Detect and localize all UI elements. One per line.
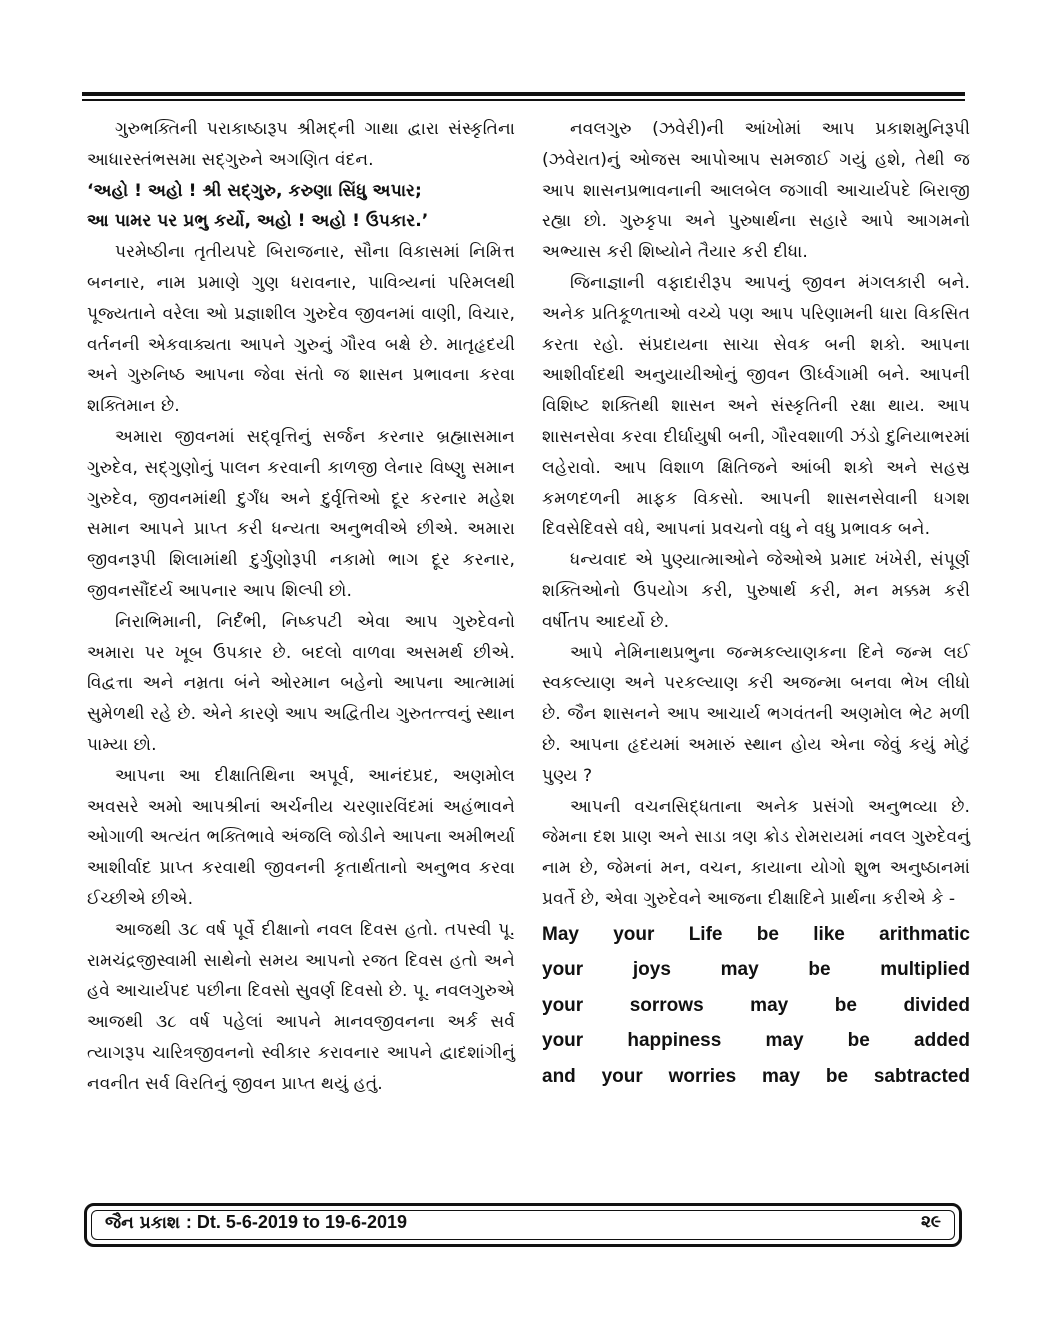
paragraph: નિરાભિમાની, નિર્દંભી, નિષ્કપટી એવા આપ ગુરુદેવનો અમારા પર ખૂબ ઉપકાર છે. બદલો વાળવા અસમર્થ છીએ. વિદ્વત્તા અને નમ્રતા બંને ઓરમાન બહેનો આપના આત્મામાં સુમેળથી રહે છે. એને કારણે આપ અદ્વિતીય ગુરુતત્ત્વનું સ્થાન પામ્યા છો. [87, 611, 515, 755]
poem-word: be [756, 923, 779, 945]
poem-line [542, 952, 970, 988]
issue-date: : Dt. 5-6-2019 to 19-6-2019 [185, 1212, 408, 1232]
poem-word: may [762, 1065, 801, 1087]
poem-word: be [808, 959, 831, 981]
top-rule-thin [82, 99, 965, 101]
poem-word: be [847, 1030, 870, 1052]
poem-word: your [613, 923, 655, 945]
poem-word: may [765, 1030, 804, 1052]
paragraph: આપની વચનસિદ્ધતાના અનેક પ્રસંગો અનુભવ્યા છે. જેમના દશ પ્રાણ અને સાડા ત્રણ ક્રોડ રોમરાયમાં નવલ ગુરુદેવનું નામ છે, જેમનાં મન, વચન, કાયાના યોગો શુભ અનુષ્ઠાનમાં પ્રવર્તે છે, એવા ગુરુદેવને આજના દીક્ષાદિને પ્રાર્થના કરીએ કે - [542, 796, 970, 909]
quote-line: ‘અહો ! અહો ! શ્રી સદ્‌ગુરુ, કરુણા સિંધુ અપાર; [87, 180, 422, 201]
poem-word: your [601, 1065, 643, 1087]
paragraph: ગુરુભક્તિની પરાકાષ્ઠારૂપ શ્રીમદ્‌ની ગાથા દ્વારા સંસ્કૃતિના આધારસ્તંભસમા સદ્‌ગુરુને અગણિત વંદન. [87, 119, 515, 170]
top-rule-thick [82, 92, 965, 96]
paragraph: અમારા જીવનમાં સદ્‌વૃત્તિનું સર્જન કરનાર બ્રહ્માસમાન ગુરુદેવ, સદ્‌ગુણોનું પાલન કરવાની કાળજી લેનાર વિષ્ણુ સમાન ગુરુદેવ, જીવનમાંથી દુર્ગંધ અને દુર્વૃત્તિઓ દૂર કરનાર મહેશ સમાન આપને પ્રાપ્ત કરી ધન્યતા અનુભવીએ છીએ. અમારા જીવનરૂપી શિલામાંથી દુર્ગુણોરૂપી નકામો ભાગ દૂર કરનાર, જીવનસૌંદર્ય આપનાર આપ શિલ્પી છો. [87, 426, 515, 601]
paragraph: આપના આ દીક્ષાતિથિના અપૂર્વ, આનંદપ્રદ, અણમોલ અવસરે અમો આપશ્રીનાં અર્ચનીય ચરણારવિંદમાં અહંભાવને ઓગાળી અત્યંત ભક્તિભાવે અંજલિ જોડીને આપના અમીભર્યા આશીર્વાદ પ્રાપ્ત કરવાથી જીવનની કૃતાર્થતાનો અનુભવ કરવા ઈચ્છીએ છીએ. [87, 765, 515, 909]
poem-word: sorrows [629, 994, 704, 1016]
poem-word: your [542, 1030, 584, 1052]
poem-word: divided [903, 994, 970, 1016]
poem-word: sabtracted [873, 1065, 970, 1087]
poem-word: your [542, 959, 584, 981]
page-number: ૨૯ [920, 1212, 941, 1232]
poem-word: May [542, 923, 579, 945]
poem-line [542, 1059, 970, 1095]
poem-word: arithmatic [879, 923, 970, 945]
poem-word: like [813, 923, 845, 945]
footer-publication-line [105, 1212, 407, 1233]
left-column [87, 114, 515, 1100]
poem-word: joys [632, 959, 671, 981]
poem-word: Life [688, 923, 723, 945]
publication-name: જૈન પ્રકાશ [105, 1213, 180, 1233]
poem-word: happiness [627, 1030, 722, 1052]
quote-line: આ પામર પર પ્રભુ કર્યો, અહો ! અહો ! ઉપકાર.’ [87, 211, 429, 232]
paragraph: આપે નેમિનાથપ્રભુના જન્મકલ્યાણકના દિને જન્મ લઈ સ્વકલ્યાણ અને પરકલ્યાણ કરી અજન્મા બનવા ભેખ લીધો છે. જૈન શાસનને આપ આચાર્ય ભગવંતની અણમોલ ભેટ મળી છે. આપના હૃદયમાં અમારું સ્થાન હોય એના જેવું કયું મોટું પુણ્ય ? [542, 642, 970, 786]
right-column [542, 114, 970, 1094]
paragraph: પરમેષ્ઠીના તૃતીયપદે બિરાજનાર, સૌના વિકાસમાં નિમિત્ત બનનાર, નામ પ્રમાણે ગુણ ધરાવનાર, પાવિત્ર્યનાં પરિમલથી પૂજ્યતાને વરેલા ઓ પ્રજ્ઞાશીલ ગુરુદેવ જીવનમાં વાણી, વિચાર, વર્તનની એકવાક્યતા આપને ગુરુનું ગૌરવ બક્ષે છે. માતૃહૃદયી અને ગુરુનિષ્ઠ આપના જેવા સંતો જ શાસન પ્રભાવના કરવા શક્તિમાન છે. [87, 242, 515, 417]
poem-word: multiplied [880, 959, 970, 981]
poem-word: be [834, 994, 857, 1016]
paragraph: ધન્યવાદ એ પુણ્યાત્માઓને જેઓએ પ્રમાદ ખંખેરી, સંપૂર્ણ શક્તિઓનો ઉપયોગ કરી, પુરુષાર્થ કરી, મન મક્કમ કરી વર્ષીતપ આદર્યો છે. [542, 550, 970, 632]
poem-word: and [542, 1065, 576, 1087]
poem-line [542, 1023, 970, 1059]
poem-word: be [825, 1065, 849, 1087]
poem-word: your [542, 994, 584, 1016]
poem-line [542, 988, 970, 1024]
poem-line [542, 917, 970, 953]
poem-word: added [914, 1030, 970, 1052]
english-poem [542, 917, 970, 1095]
paragraph: આજથી ૩૮ વર્ષ પૂર્વે દીક્ષાનો નવલ દિવસ હતો. તપસ્વી પૂ. રામચંદ્રજીસ્વામી સાથેનો સમય આપનો રજત દિવસ હતો અને હવે આચાર્યપદ પછીના દિવસો સુવર્ણ દિવસો છે. પૂ. નવલગુરુએ આજથી ૩૮ વર્ષ પહેલાં આપને માનવજીવનના અર્ક સર્વ ત્યાગરૂપ ચારિત્રજીવનનો સ્વીકાર કરાવનાર આપને દ્વાદશાંગીનું નવનીત સર્વ વિરતિનું જીવન પ્રાપ્ત થયું હતું. [87, 919, 515, 1094]
poem-word: may [720, 959, 759, 981]
paragraph: નવલગુરુ (ઝવેરી)ની આંખોમાં આપ પ્રકાશમુનિરૂપી (ઝવેરાત)નું ઓજસ આપોઆપ સમજાઈ ગયું હશે, તેથી જ આપ શાસનપ્રભાવનાની આલબેલ જગાવી આચાર્યપદે બિરાજી રહ્યા છો. ગુરુકૃપા અને પુરુષાર્થના સહારે આપે આગમનો અભ્યાસ કરી શિષ્યોને તૈયાર કરી દીધા. [542, 119, 970, 263]
poem-word: worries [668, 1065, 737, 1087]
poem-word: may [750, 994, 789, 1016]
paragraph: જિનાજ્ઞાની વફાદારીરૂપ આપનું જીવન મંગલકારી બને. અનેક પ્રતિકૂળતાઓ વચ્ચે પણ આપ પરિણામની ધારા વિકસિત કરતા રહો. સંપ્રદાયના સાચા સેવક બની શકો. આપના આશીર્વાદથી અનુયાયીઓનું જીવન ઊર્ધ્વગામી બને. આપની વિશિષ્ટ શક્તિથી શાસન અને સંસ્કૃતિની રક્ષા થાય. આપ શાસનસેવા કરવા દીર્ઘાયુષી બની, ગૌરવશાળી ઝંડો દુનિયાભરમાં લહેરાવો. આપ વિશાળ ક્ષિતિજને આંબી શકો અને સહસ્ર કમળદળની માફક વિકસો. આપની શાસનસેવાની ધગશ દિવસેદિવસે વધે, આપનાં પ્રવચનો વધુ ને વધુ પ્રભાવક બને. [542, 272, 970, 540]
footer-bar [84, 1203, 962, 1247]
